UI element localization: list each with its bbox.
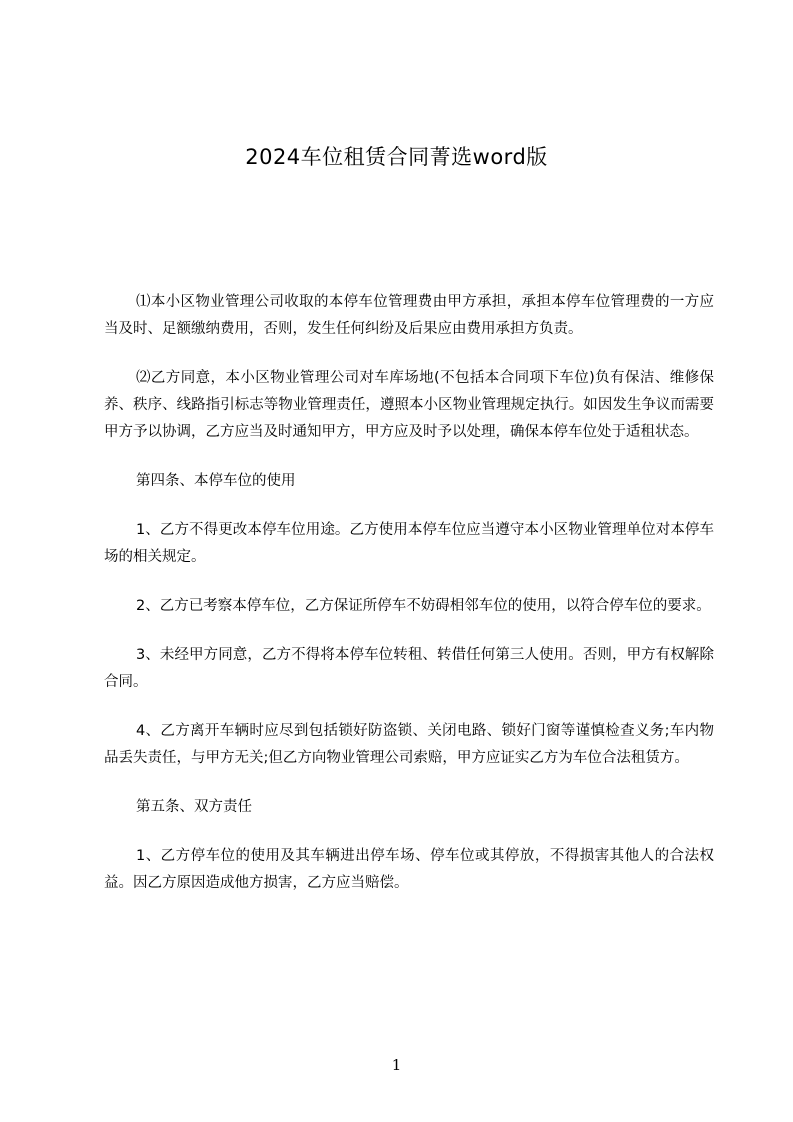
paragraph-property-responsibility: ⑵乙方同意，本小区物业管理公司对车库场地(不包括本合同项下车位)负有保洁、维修保养、秩序、线路指引标志等物业管理责任，遵照本小区物业管理规定执行。如因发生争议而需要甲方予以协调，乙方应当及时通知甲方，甲方应及时予以处理，确保本停车位处于适租状态。: [104, 370, 714, 440]
paragraph-article-4-item-1: 1、乙方不得更改本停车位用途。乙方使用本停车位应当遵守本小区物业管理单位对本停车场的相关规定。: [104, 522, 714, 565]
paragraph-article-4-item-4: 4、乙方离开车辆时应尽到包括锁好防盗锁、关闭电路、锁好门窗等谨慎检查义务;车内物品丢失责任，与甲方无关;但乙方向物业管理公司索赔，甲方应证实乙方为车位合法租赁方。: [104, 723, 714, 766]
page-number: 1: [391, 1056, 402, 1074]
paragraph-article-5-item-1: 1、乙方停车位的使用及其车辆进出停车场、停车位或其停放，不得损害其他人的合法权益。因乙方原因造成他方损害，乙方应当赔偿。: [104, 848, 714, 891]
section-heading-article-5: 第五条、双方责任: [136, 799, 252, 815]
document-body: [104, 289, 714, 897]
paragraph-management-fee: ⑴本小区物业管理公司收取的本停车位管理费由甲方承担，承担本停车位管理费的一方应当及时、足额缴纳费用，否则，发生任何纠纷及后果应由费用承担方负责。: [104, 294, 714, 337]
section-heading-article-4: 第四条、本停车位的使用: [136, 473, 296, 489]
paragraph-article-4-item-3: 3、未经甲方同意，乙方不得将本停车位转租、转借任何第三人使用。否则，甲方有权解除合同。: [104, 647, 714, 690]
document-title: 2024车位租赁合同菁选word版: [245, 145, 548, 169]
paragraph-article-4-item-2: 2、乙方已考察本停车位，乙方保证所停车不妨碍相邻车位的使用，以符合停车位的要求。: [136, 598, 711, 614]
